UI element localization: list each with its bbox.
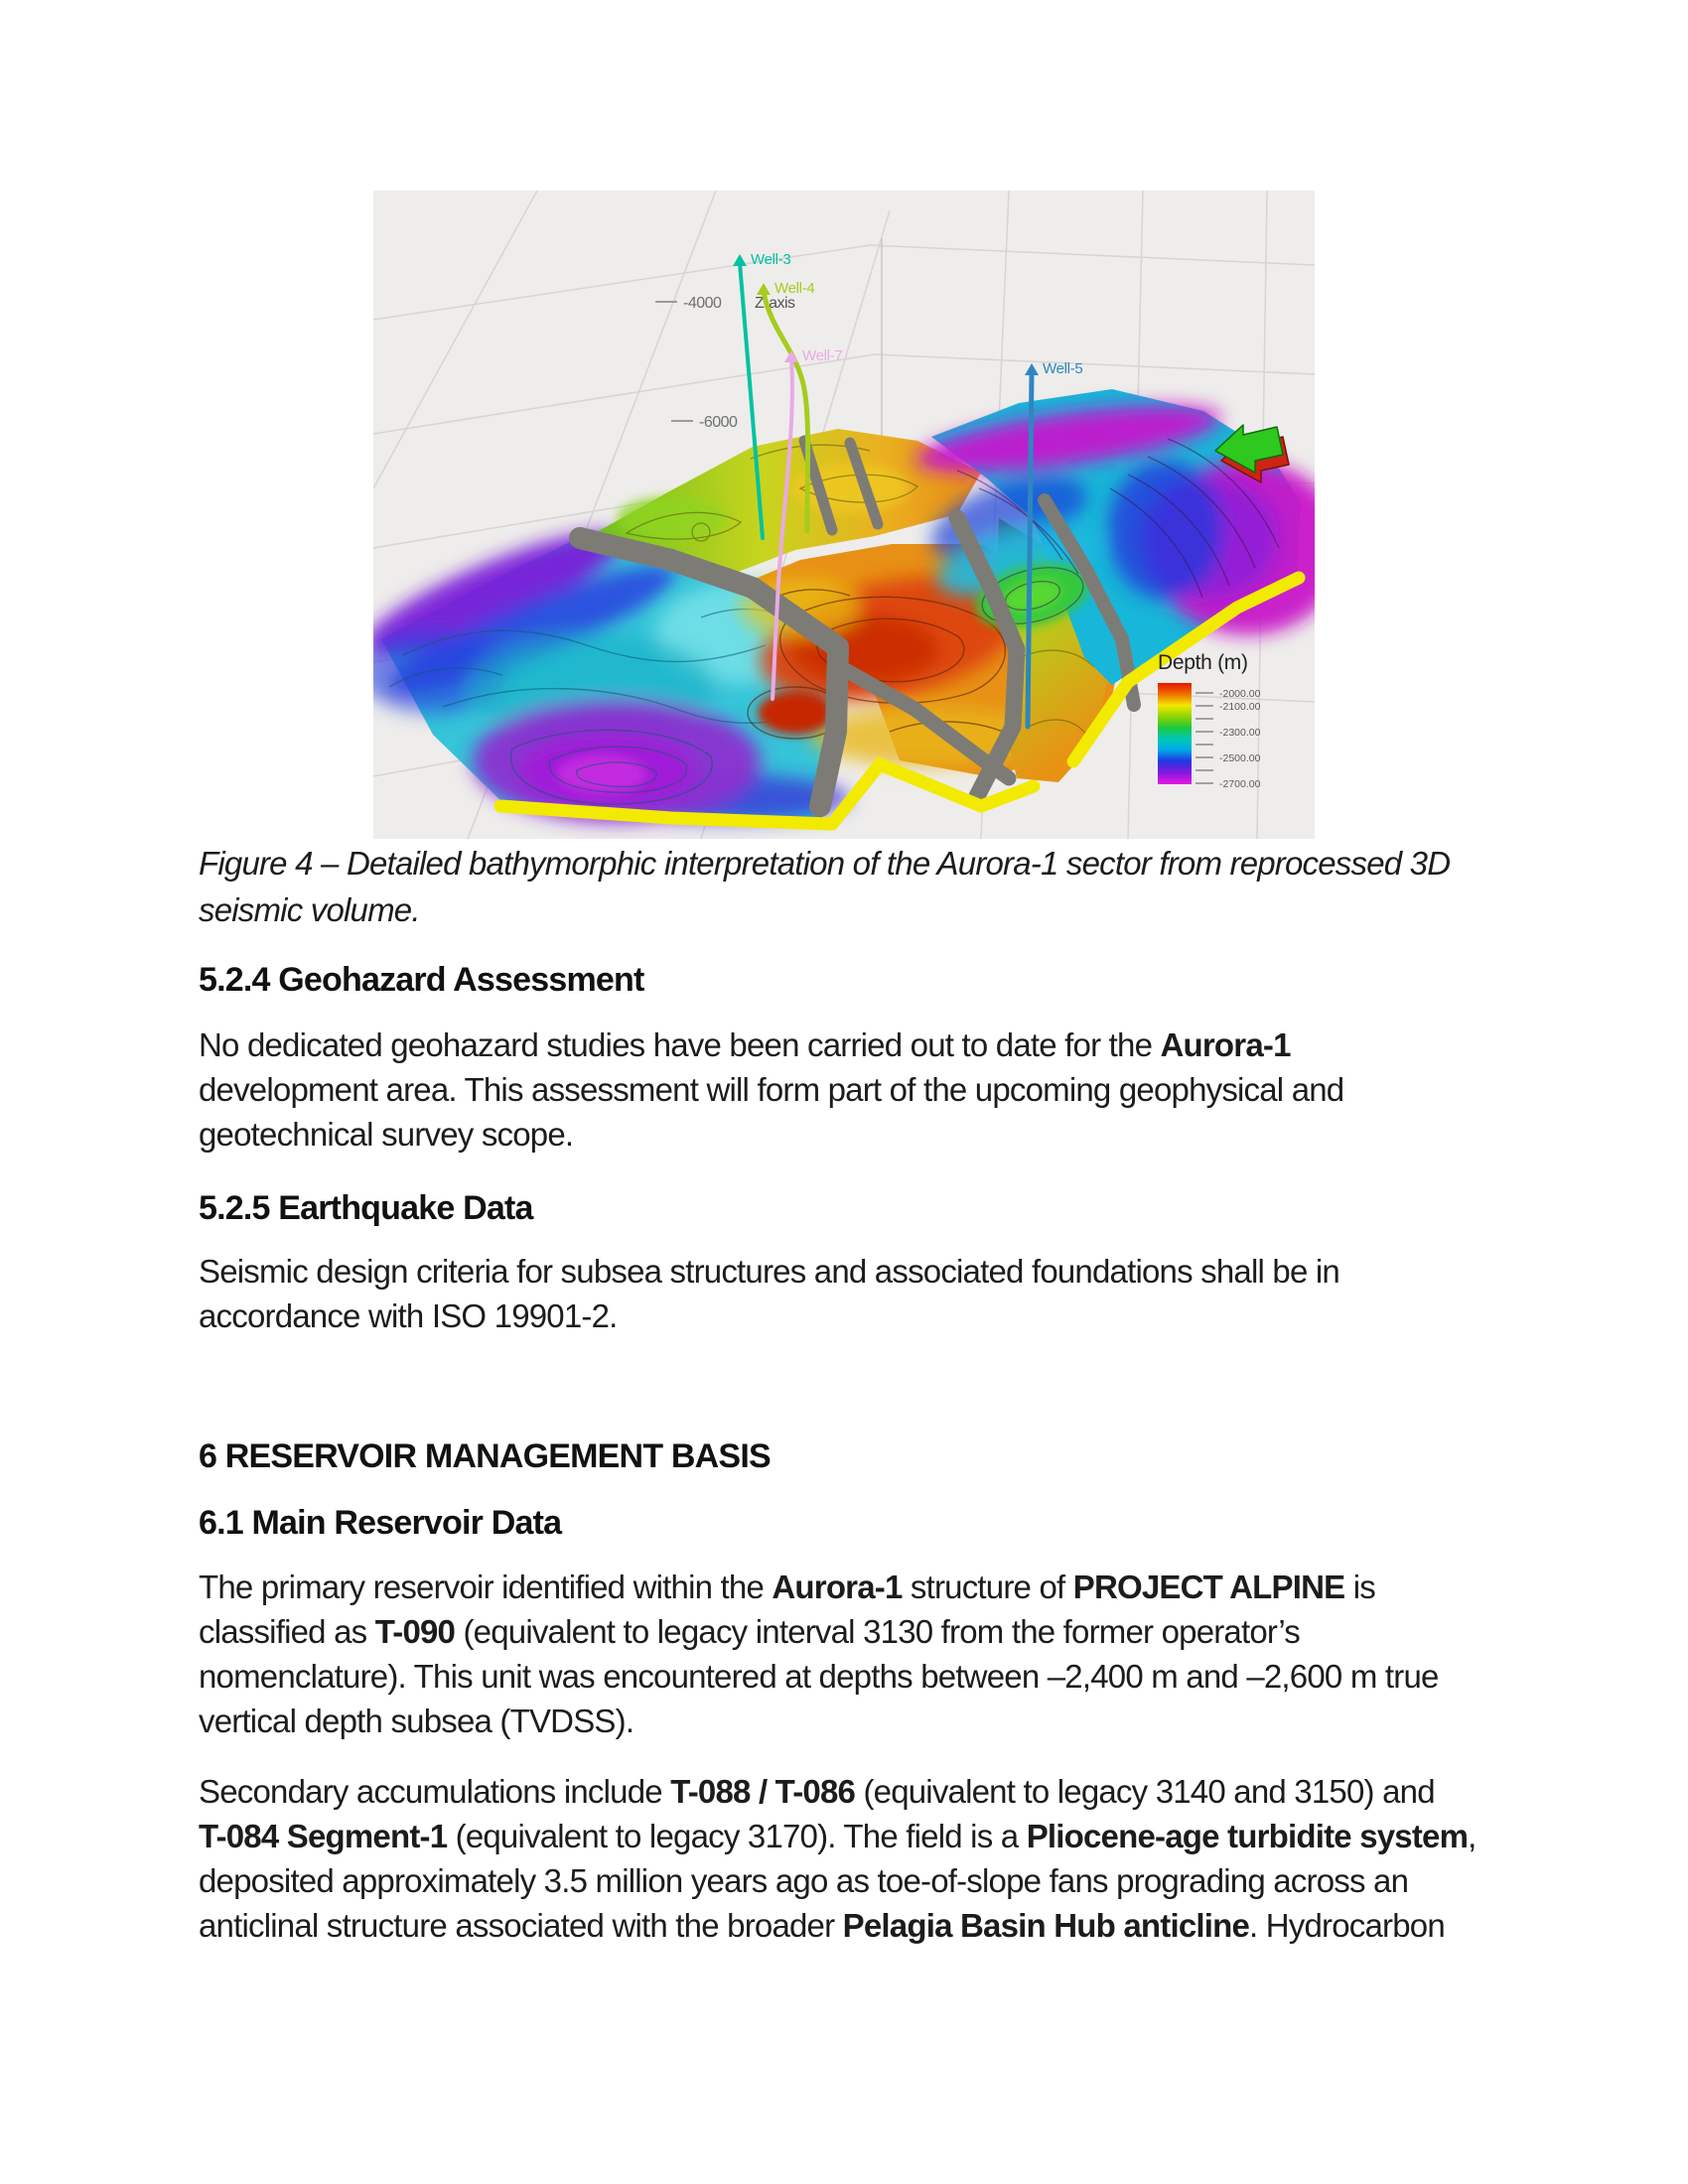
z-axis-tick--4000: -4000 <box>683 295 722 312</box>
z-axis-title: Z-axis <box>755 295 795 312</box>
paragraph-geohazard: No dedicated geohazard studies have been carried out to date for the Aurora-1 development area. This assessment will form part of the upcoming geophysical and geotechnical survey scope. <box>199 1026 1344 1153</box>
legend-title: Depth (m) <box>1158 651 1248 674</box>
legend-label: -2500.00 <box>1219 752 1261 764</box>
well-label-well-7: Well-7 <box>802 347 843 364</box>
seismic-3d-view <box>373 191 1315 839</box>
heading-6-reservoir-management-basis: 6 RESERVOIR MANAGEMENT BASIS <box>199 1437 771 1475</box>
legend-colorbar <box>1158 683 1192 784</box>
figure-caption: Figure 4 – Detailed bathymorphic interpretation of the Aurora-1 sector from reprocessed 3D seismic volume. <box>199 845 1451 928</box>
figure-4-image <box>373 191 1315 839</box>
paragraph-secondary-accumulations: Secondary accumulations include T-088 / T-086 (equivalent to legacy 3140 and 3150) and T-084 Segment-1 (equivalent to legacy 3170). The field is a Pliocene-age turbidite system, deposited approximately 3.5 million years ago as toe-of-slope fans prograding across an anticlinal structure associated with the broader Pelagia Basin Hub anticline. Hydrocarbon <box>199 1773 1477 1944</box>
legend-label: -2700.00 <box>1219 778 1261 790</box>
legend-label: -2100.00 <box>1219 701 1261 713</box>
heading-5-2-5-earthquake-data: 5.2.5 Earthquake Data <box>199 1189 533 1227</box>
legend-label: -2300.00 <box>1219 727 1261 739</box>
legend-label: -2000.00 <box>1219 688 1261 700</box>
paragraph-primary-reservoir: The primary reservoir identified within the Aurora-1 structure of PROJECT ALPINE is classified as T-090 (equivalent to legacy interval 3130 from the former operator’s nomenclature). This unit was encountered at depths between –2,400 m and –2,600 m true vertical depth subsea (TVDSS). <box>199 1569 1439 1739</box>
heading-5-2-4-geohazard-assessment: 5.2.4 Geohazard Assessment <box>199 961 644 999</box>
well-label-well-4: Well-4 <box>774 280 815 297</box>
well-label-well-5: Well-5 <box>1043 360 1083 377</box>
well-label-well-3: Well-3 <box>751 251 791 268</box>
paragraph-earthquake: Seismic design criteria for subsea structures and associated foundations shall be in accordance with ISO 19901-2. <box>199 1253 1339 1334</box>
heading-6-1-main-reservoir-data: 6.1 Main Reservoir Data <box>199 1504 562 1542</box>
z-axis-tick--6000: -6000 <box>699 414 738 431</box>
